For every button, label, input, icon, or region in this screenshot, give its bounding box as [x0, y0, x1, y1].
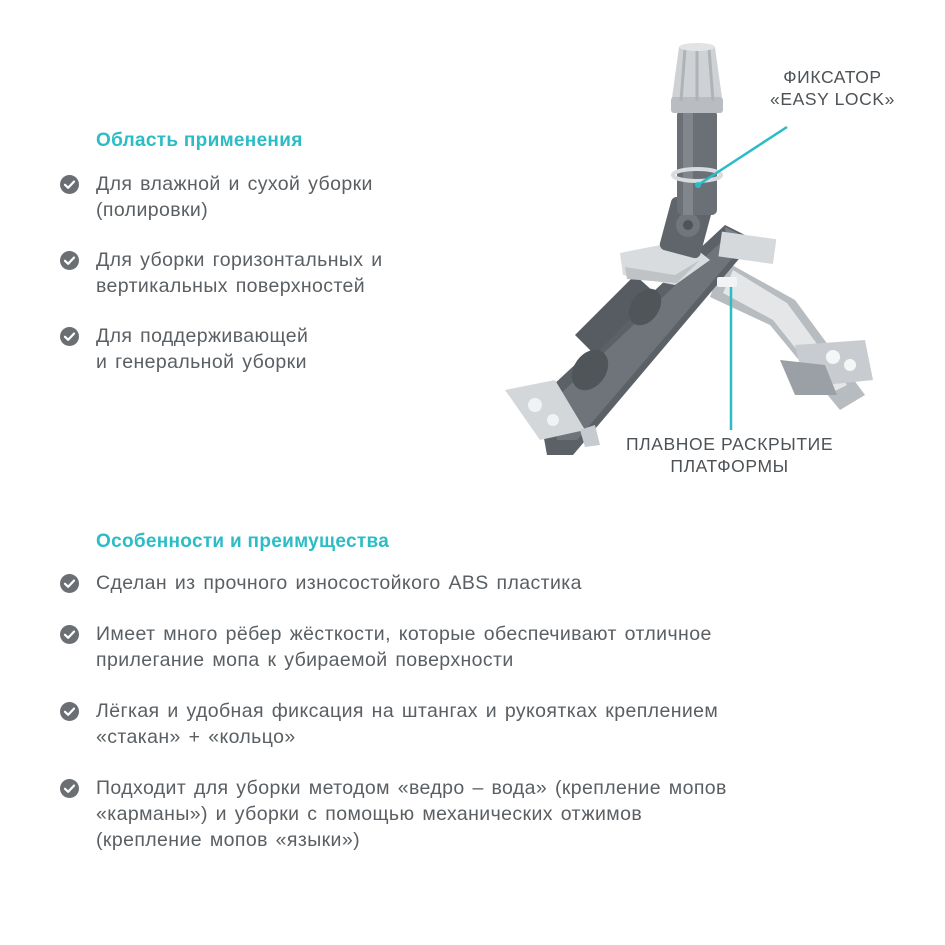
check-circle-icon — [60, 175, 79, 194]
platform-callout-line-1: ПЛАВНОЕ РАСКРЫТИЕ — [626, 434, 834, 454]
feature-item-2 — [60, 621, 727, 673]
platform-callout — [626, 433, 833, 477]
feature-item-3-line-1: Лёгкая и удобная фиксация на штангах и рукоятках креплением — [96, 700, 719, 722]
check-circle-icon — [60, 702, 79, 721]
usage-item-2 — [60, 247, 383, 299]
usage-item-3 — [60, 323, 383, 375]
usage-item-1-line-1: Для влажной и сухой уборки — [96, 173, 373, 195]
usage-item-2-line-1: Для уборки горизонтальных и — [96, 249, 383, 271]
check-circle-icon — [60, 574, 79, 593]
easy-lock-callout-line-1: ФИКСАТОР — [783, 67, 882, 87]
usage-list — [60, 171, 383, 375]
feature-item-4 — [60, 775, 727, 853]
usage-item-3-line-2: и генеральной уборки — [96, 351, 307, 373]
feature-item-4-line-3: (крепление мопов «языки») — [96, 829, 360, 851]
feature-item-1 — [60, 570, 727, 596]
features-list — [60, 570, 727, 853]
usage-item-1 — [60, 171, 383, 223]
feature-item-1-line-1: Сделан из прочного износостойкого ABS пластика — [96, 572, 582, 594]
feature-item-2-line-2: прилегание мопа к убираемой поверхности — [96, 649, 514, 671]
feature-item-2-line-1: Имеет много рёбер жёсткости, которые обеспечивают отличное — [96, 623, 712, 645]
usage-section-title: Область применения — [96, 130, 303, 151]
easy-lock-callout — [770, 66, 895, 110]
platform-callout-line-2: ПЛАТФОРМЫ — [670, 456, 789, 476]
feature-item-4-line-2: «карманы») и уборки с помощью механических отжимов — [96, 803, 643, 825]
easy-lock-callout-line-2: «EASY LOCK» — [770, 89, 895, 109]
usage-item-3-line-1: Для поддерживающей — [96, 325, 309, 347]
check-circle-icon — [60, 625, 79, 644]
check-circle-icon — [60, 251, 79, 270]
feature-item-4-line-1: Подходит для уборки методом «ведро – вода» (крепление мопов — [96, 777, 727, 799]
check-circle-icon — [60, 327, 79, 346]
usage-item-2-line-2: вертикальных поверхностей — [96, 275, 366, 297]
features-section-title: Особенности и преимущества — [96, 531, 390, 552]
check-circle-icon — [60, 779, 79, 798]
feature-item-3 — [60, 698, 727, 750]
usage-item-1-line-2: (полировки) — [96, 199, 209, 221]
feature-item-3-line-2: «стакан» + «кольцо» — [96, 726, 296, 748]
